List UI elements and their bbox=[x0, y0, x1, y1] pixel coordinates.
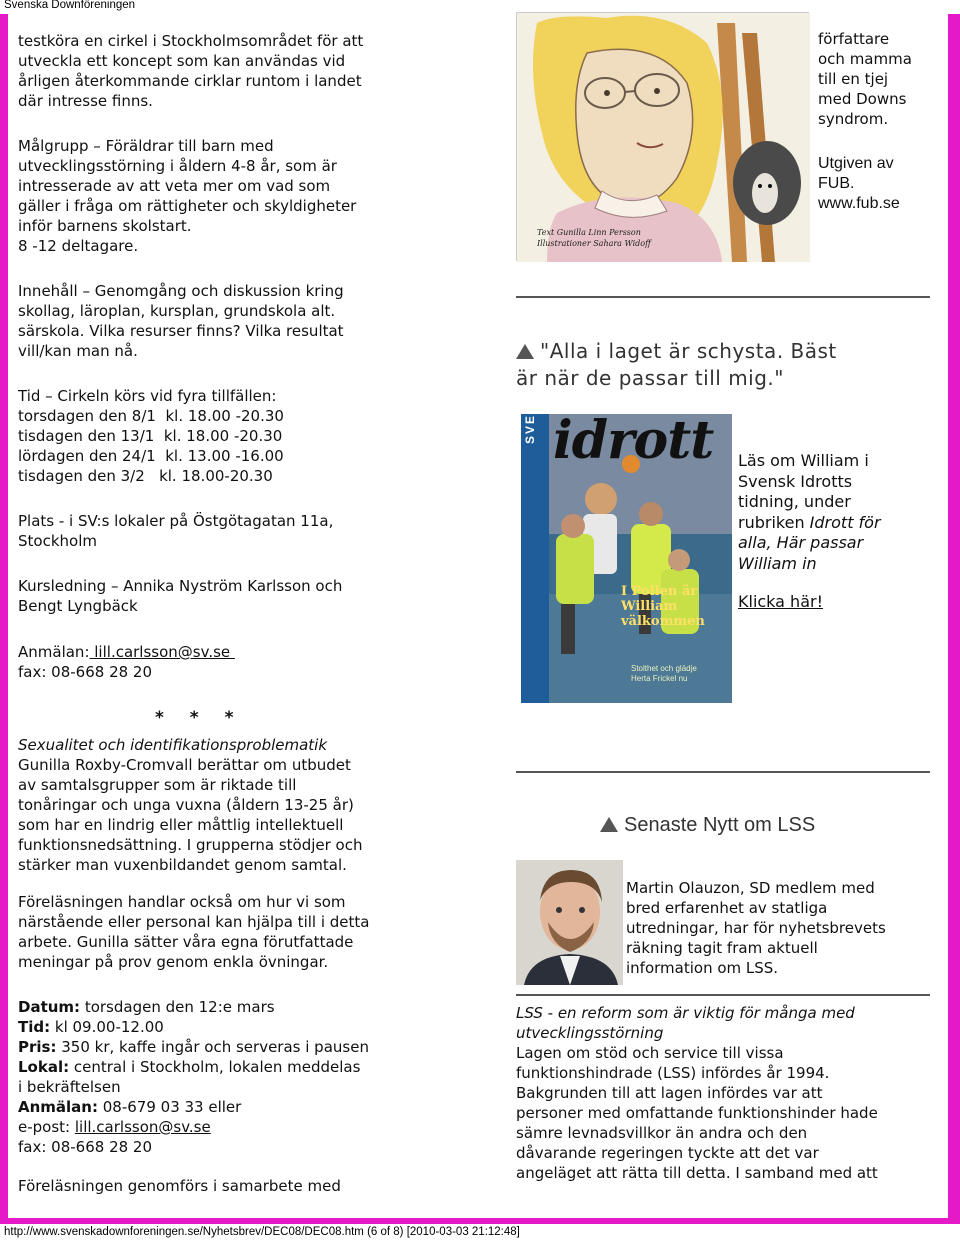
quote-heading: "Alla i laget är schysta. Bäst är när de passar till mig." bbox=[516, 339, 837, 390]
lss-heading: Senaste Nytt om LSS bbox=[600, 812, 815, 838]
sexualitet-section: Sexualitet och identifikationsproblematik Gunilla Roxby-Cromvall berättar om utbudet av samtalsgrupper som är riktade till tonåringar och unga vuxna (åldern 13-25 år) som har en lindrig eller måttlig intellektuell funktionsnedsättning. I grupperna stödjer och stärker man vuxenbildandet genom samtal. bbox=[18, 736, 363, 874]
divider-1 bbox=[516, 296, 930, 298]
epost-link[interactable]: lill.carlsson@sv.se bbox=[74, 1118, 211, 1136]
divider-3 bbox=[516, 994, 930, 996]
section-divider-stars: * * * bbox=[155, 708, 244, 728]
utgiven-block: Utgiven av FUB. www.fub.se bbox=[818, 155, 900, 212]
sexualitet-title: Sexualitet och identifikationsproblematik bbox=[18, 736, 328, 754]
innehall-paragraph: Innehåll – Genomgång och diskussion kring skollag, läroplan, kursplan, grundskola alt. särskola. Vilka resurser finns? Vilka resultat vill/kan man nå. bbox=[18, 282, 344, 360]
anmalan-email-link[interactable]: lill.carlsson@sv.se bbox=[89, 643, 235, 661]
lss-paragraph: LSS - en reform som är viktig för många med utvecklingsstörning Lagen om stöd och service till vissa funktionshindrade (LSS) infördes år 1994. Bakgrunden till att lagen infördes var att personer med omfattande funktionshinder hade sämre levnadsvillkor än andra och den dåvarande regeringen tyckte att det var angeläget att rätta till detta. I samband med att bbox=[516, 1004, 878, 1182]
martin-paragraph: Martin Olauzon, SD medlem med bred erfarenhet av statliga utredningar, har för nyhetsbrevets räkning tagit fram aktuell information om LSS. bbox=[626, 879, 886, 977]
event-details: Datum: torsdagen den 12:e mars Tid: kl 09.00-12.00 Pris: 350 kr, kaffe ingår och serveras i pausen Lokal: central i Stockholm, lokalen meddelas i bekräftelsen Anmälan: 08-679 03 33 eller e-post: lill.carlsson@sv.se fax: 08-668 28 20 bbox=[18, 998, 369, 1156]
magazine-title: idrott bbox=[553, 410, 714, 471]
intro-paragraph: testköra en cirkel i Stockholmsområdet för att utveckla ett koncept som kan användas vid årligen återkommande cirklar runtom i landet där intresse finns. bbox=[18, 32, 364, 110]
martin-olauzon-photo bbox=[516, 860, 623, 985]
kursledning-paragraph: Kursledning – Annika Nyström Karlsson och Bengt Lyngbäck bbox=[18, 577, 343, 615]
anmalan-block bbox=[18, 642, 235, 682]
anmalan-label: Anmälan: bbox=[18, 643, 90, 661]
fub-link[interactable]: www.fub.se bbox=[818, 195, 900, 212]
magazine-bottom-text: Stolthet och glädje Herta Frickel nu bbox=[631, 664, 697, 683]
book-illustration-svg bbox=[517, 13, 810, 262]
magazine-side-label: SVENSK bbox=[523, 382, 537, 444]
book-description: författare och mamma till en tjej med Downs syndrom. bbox=[818, 30, 912, 128]
magazine-headline: I Pollen är William välkommen bbox=[621, 584, 705, 629]
magazine-cover-image[interactable] bbox=[521, 382, 732, 703]
william-paragraph: Läs om William i Svensk Idrotts tidning, under rubriken Idrott för alla, Här passar William in bbox=[738, 451, 881, 573]
site-header: Svenska Downföreningen bbox=[4, 0, 136, 11]
tid-paragraph: Tid – Cirkeln körs vid fyra tillfällen: torsdagen den 8/1 kl. 18.00 -20.30 tisdagen den 13/1 kl. 18.00 -20.30 lördagen den 24/1 kl. 13.00 -16.00 tisdagen den 3/2 kl. 18.00-20.30 bbox=[18, 387, 284, 485]
fax-line: fax: 08-668 28 20 bbox=[18, 663, 153, 681]
book-cover-illustration bbox=[516, 12, 809, 261]
frame-right-border bbox=[948, 14, 960, 1222]
portrait-svg bbox=[516, 860, 623, 985]
klicka-har-link[interactable]: Klicka här! bbox=[738, 592, 823, 611]
triangle-up-icon bbox=[600, 817, 618, 832]
frame-bottom-border bbox=[0, 1218, 960, 1224]
forelasning-paragraph: Föreläsningen handlar också om hur vi som närstående eller personal kan hjälpa till i detta arbete. Gunilla sätter våra egna förutfattade meningar på prov genom enkla övningar. bbox=[18, 893, 370, 971]
plats-paragraph: Plats - i SV:s lokaler på Östgötagatan 11a, Stockholm bbox=[18, 512, 334, 550]
genomfors-line: Föreläsningen genomförs i samarbete med bbox=[18, 1177, 341, 1195]
book-credits: Text Gunilla Linn Persson Illustrationer Sahara Widoff bbox=[537, 228, 651, 248]
triangle-up-icon bbox=[516, 344, 534, 359]
footer-url: http://www.svenskadownforeningen.se/Nyhetsbrev/DEC08/DEC08.htm (6 of 8) [2010-03-03 21:12:48] bbox=[4, 1226, 520, 1238]
malgrupp-paragraph: Målgrupp – Föräldrar till barn med utvecklingsstörning i åldern 4-8 år, som är intresserade av att veta mer om vad som gäller i fråga om rättigheter och skyldigheter inför barnens skolstart. 8 -12 deltagare. bbox=[18, 137, 357, 255]
frame-left-border bbox=[0, 14, 8, 1222]
divider-2 bbox=[516, 771, 930, 773]
